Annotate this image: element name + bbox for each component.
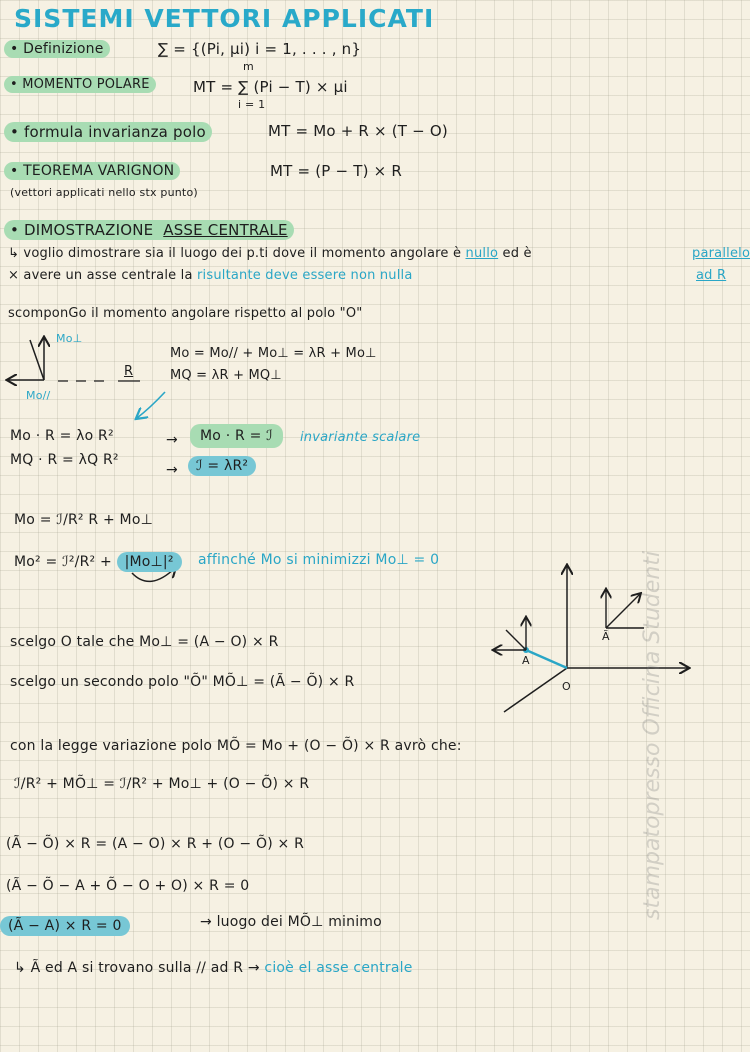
moment-sum-lower: i = 1: [238, 98, 266, 111]
parallel-word: parallelo: [692, 246, 750, 261]
varignon-formula: MT = (P − T) × R: [270, 162, 402, 180]
equation-cross-simplified: (Ã − Õ − A + Õ − O + O) × R = 0: [6, 878, 250, 894]
diagram-r-label: R: [124, 364, 134, 379]
moment-formula: MT = ∑ (Pi − T) × μi: [193, 78, 348, 96]
ad-r-word: ad R: [696, 268, 727, 283]
invariance-label: • formula invarianza polo: [4, 122, 212, 142]
moment-sum-upper: m: [243, 60, 254, 73]
equation-mq-dot-r: MQ · R = λQ R²: [10, 452, 119, 468]
watermark: stampatopresso Officina Studenti: [640, 550, 665, 920]
choose-pole-otilde: scelgo un secondo polo "Õ" MÕ⊥ = (Ã − Õ) × R: [10, 674, 355, 690]
equation-comparison: ℐ/R² + MÕ⊥ = ℐ/R² + Mo⊥ + (O − Õ) × R: [14, 776, 310, 792]
decomposition-text: scomponGo il momento angolare rispetto al polo "O": [8, 306, 363, 321]
choose-pole-o: scelgo O tale che Mo⊥ = (A − O) × R: [10, 634, 279, 650]
varignon-note: (vettori applicati nello stx punto): [10, 186, 198, 199]
final-conclusion: ↳ Ã ed A si trovano sulla // ad R → cioè el asse centrale: [14, 960, 413, 976]
axes-atilde-label: Ã: [602, 630, 610, 643]
arrow-1: →: [166, 432, 178, 448]
equation-mq-split: MQ = λR + MQ⊥: [170, 368, 282, 383]
moment-label: • MOMENTO POLARE: [4, 76, 156, 93]
equation-mo-dot-r: Mo · R = λo R²: [10, 428, 114, 444]
diagram-mo-perp-label: Mo⊥: [56, 332, 83, 345]
scalar-invariant-note: invariante scalare: [300, 430, 421, 445]
diagram-mo-par-label: Mo//: [26, 389, 51, 402]
locus-note: → luogo dei MÕ⊥ minimo: [200, 914, 382, 930]
equation-scalar-invariant: Mo · R = ℐ: [190, 424, 283, 448]
varignon-label: • TEOREMA VARIGNON: [4, 162, 180, 180]
definition-label: • Definizione: [4, 40, 110, 58]
definition-formula: ∑ = {(Pi, μi) i = 1, . . . , n}: [158, 40, 362, 58]
axes-a-label: A: [522, 654, 530, 667]
equation-final-locus: (Ã − A) × R = 0: [0, 916, 130, 936]
invariance-formula: MT = Mo + R × (T − O): [268, 122, 448, 140]
equation-mo-squared: Mo² = ℐ²/R² + |Mo⊥|²: [14, 554, 182, 570]
demonstration-label: • DIMOSTRAZIONE ASSE CENTRALE: [4, 220, 294, 240]
equation-invariant-lambda: ℐ = λR²: [188, 456, 256, 476]
axes-o-label: O: [562, 680, 571, 693]
equation-mo-expanded: Mo = ℐ/R² R + Mo⊥: [14, 512, 153, 528]
page-title: SISTEMI VETTORI APPLICATI: [14, 4, 435, 33]
equation-cross-expanded: (Ã − Õ) × R = (A − O) × R + (O − Õ) × R: [6, 836, 305, 852]
minimize-note: affinché Mo si minimizzi Mo⊥ = 0: [198, 552, 440, 568]
demonstration-line-1: ↳ voglio dimostrare sia il luogo dei p.ti dove il momento angolare è nullo ed è: [8, 246, 532, 261]
arrow-2: →: [166, 462, 178, 478]
equation-mo-split: Mo = Mo// + Mo⊥ = λR + Mo⊥: [170, 346, 377, 361]
pole-change-law: con la legge variazione polo MÕ = Mo + (O − Õ) × R avrò che:: [10, 738, 462, 754]
demonstration-line-2: × avere un asse centrale la risultante deve essere non nulla: [8, 268, 413, 283]
decomposition-diagram: [8, 338, 165, 418]
